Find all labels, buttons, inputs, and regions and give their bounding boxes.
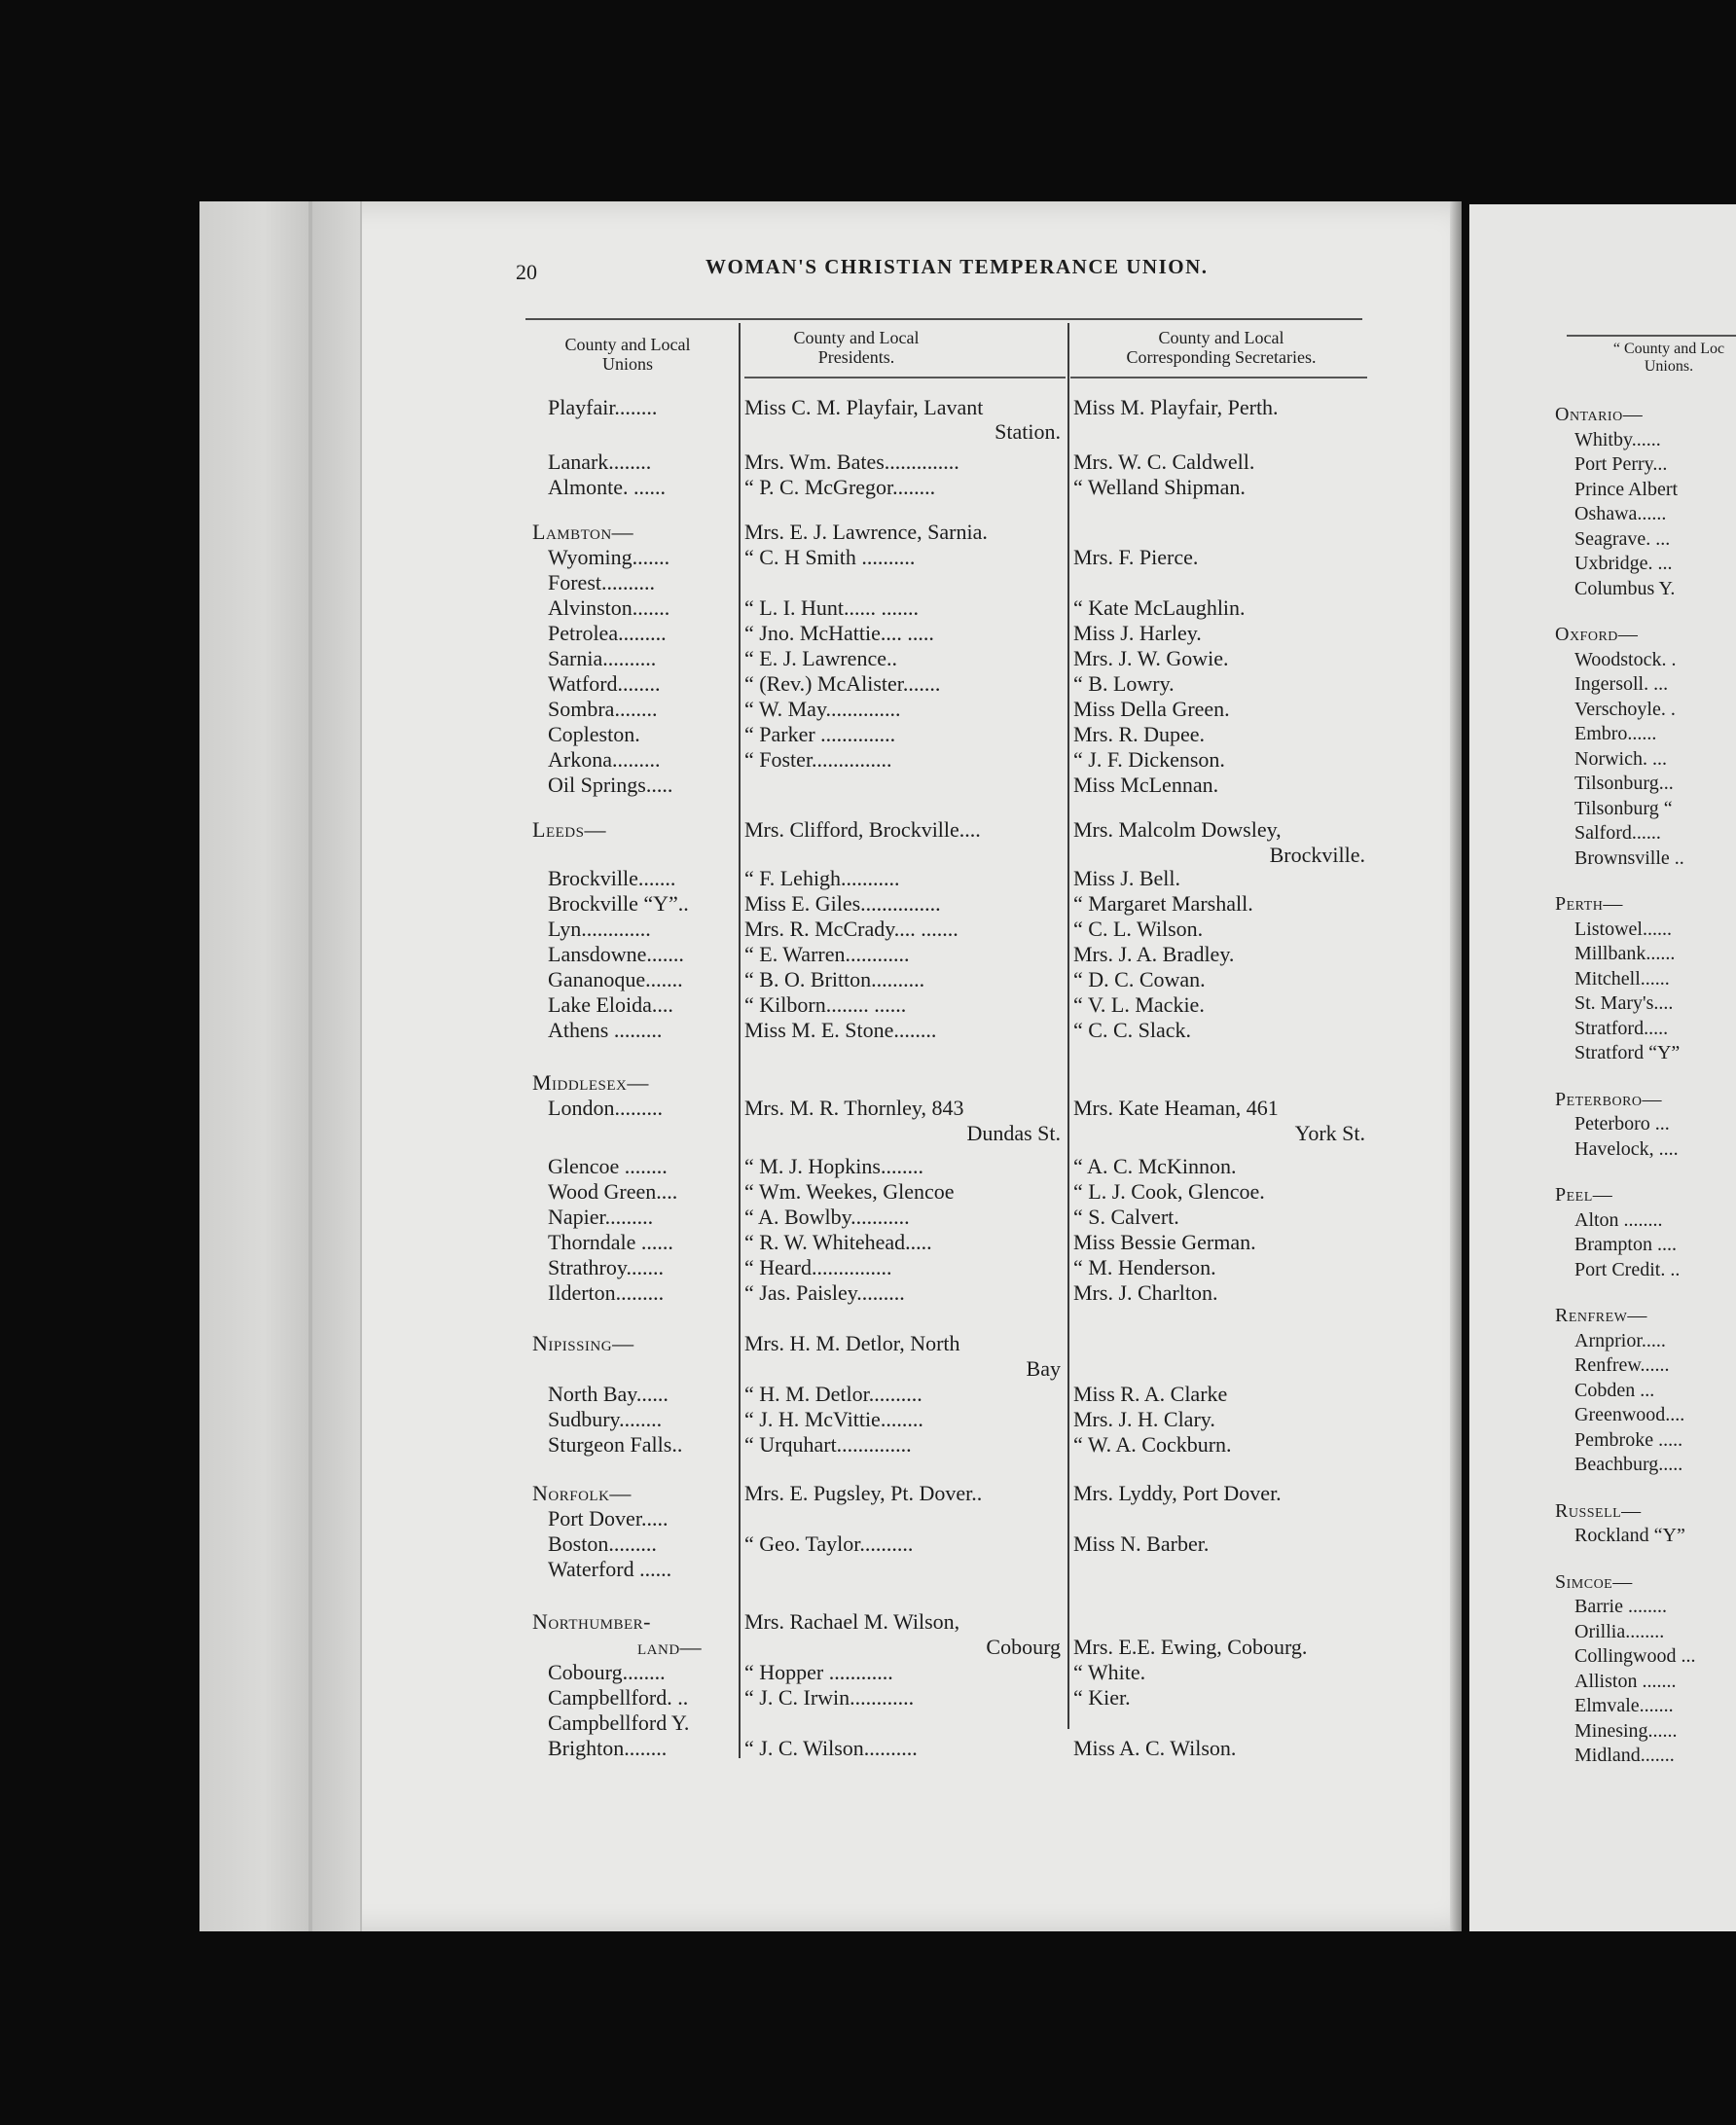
secretary-entry: “ V. L. Mackie.: [1073, 992, 1205, 1017]
local-union-name: Uxbridge. ...: [1574, 553, 1673, 574]
local-union-name: Forest..........: [548, 570, 655, 594]
book-page-left: [199, 201, 1462, 1931]
president-entry: “ F. Lehigh...........: [744, 866, 900, 890]
local-union-name: Elmvale.......: [1574, 1695, 1674, 1716]
local-union-name: Brighton........: [548, 1736, 668, 1760]
secretary-entry: “ W. A. Cockburn.: [1073, 1432, 1232, 1457]
header-underline-presidents: [744, 377, 1066, 378]
secretary-entry: Miss J. Harley.: [1073, 621, 1202, 645]
local-union-name: Collingwood ...: [1574, 1645, 1696, 1667]
county-heading: Nipissing—: [532, 1331, 634, 1355]
local-union-name: Watford........: [548, 671, 661, 696]
president-entry: Cobourg: [986, 1635, 1061, 1659]
president-entry: Miss M. E. Stone........: [744, 1018, 937, 1042]
secretary-entry: Mrs. Malcolm Dowsley,: [1073, 817, 1282, 842]
secretary-entry: Mrs. J. W. Gowie.: [1073, 646, 1229, 670]
president-entry: “ Kilborn........ ......: [744, 992, 907, 1017]
local-union-name: Lyn.............: [548, 917, 651, 941]
local-union-name: Brockville.......: [548, 866, 676, 890]
secretary-entry: Mrs. J. A. Bradley.: [1073, 942, 1235, 966]
local-union-name: Embro......: [1574, 723, 1657, 744]
president-entry: “ Urquhart..............: [744, 1432, 912, 1457]
local-union-name: Oil Springs.....: [548, 773, 673, 797]
secretary-entry: “ C. C. Slack.: [1073, 1018, 1191, 1042]
local-union-name: Salford......: [1574, 822, 1661, 844]
local-union-name: Brockville “Y”..: [548, 891, 689, 916]
local-union-name: Campbellford Y.: [548, 1711, 690, 1735]
local-union-name: Napier.........: [548, 1205, 654, 1229]
secretary-entry: “ Margaret Marshall.: [1073, 891, 1253, 916]
president-entry: Mrs. Wm. Bates..............: [744, 450, 959, 474]
local-union-name: Peterboro ...: [1574, 1113, 1670, 1135]
column-divider-1: [739, 323, 741, 1758]
local-union-name: Tilsonburg “: [1574, 797, 1673, 819]
local-union-name: Wyoming.......: [548, 545, 670, 569]
secretary-entry: Mrs. J. H. Clary.: [1073, 1407, 1215, 1431]
secretary-entry: Miss Bessie German.: [1073, 1230, 1256, 1254]
president-entry: “ Jas. Paisley.........: [744, 1280, 905, 1305]
header-rule-right: [1567, 335, 1736, 337]
president-entry: “ M. J. Hopkins........: [744, 1154, 923, 1178]
secretary-entry: “ M. Henderson.: [1073, 1255, 1216, 1279]
secretary-entry: “ Welland Shipman.: [1073, 475, 1246, 499]
president-entry: Mrs. Rachael M. Wilson,: [744, 1609, 960, 1634]
column-divider-2: [1067, 323, 1069, 1729]
local-union-name: Port Credit. ..: [1574, 1258, 1681, 1280]
local-union-name: Alvinston.......: [548, 595, 670, 620]
local-union-name: Orillia........: [1574, 1620, 1665, 1642]
local-union-name: Norwich. ...: [1574, 747, 1667, 770]
president-entry: Station.: [995, 419, 1061, 444]
county-heading: Perth—: [1555, 893, 1623, 915]
secretary-entry: York St.: [1294, 1121, 1365, 1145]
secretary-entry: “ Kate McLaughlin.: [1073, 595, 1246, 620]
local-union-name: Almonte. ......: [548, 475, 666, 499]
secretary-entry: Brockville.: [1269, 843, 1365, 867]
president-entry: “ Geo. Taylor..........: [744, 1531, 914, 1556]
local-union-name: Barrie ........: [1574, 1596, 1667, 1617]
secretary-entry: Mrs. J. Charlton.: [1073, 1280, 1218, 1305]
local-union-name: Petrolea.........: [548, 621, 667, 645]
local-union-name: Stratford “Y”: [1574, 1042, 1681, 1063]
county-heading: Oxford—: [1555, 624, 1639, 645]
header-rule: [525, 318, 1362, 320]
president-entry: “ R. W. Whitehead.....: [744, 1230, 932, 1254]
president-entry: “ E. Warren............: [744, 942, 910, 966]
book-page-right-partial: [1469, 204, 1736, 1931]
president-entry: Mrs. H. M. Detlor, North: [744, 1331, 960, 1355]
local-union-name: Tilsonburg...: [1574, 773, 1674, 794]
secretary-entry: Miss McLennan.: [1073, 773, 1219, 797]
county-heading: Simcoe—: [1555, 1570, 1633, 1593]
county-heading: Renfrew—: [1555, 1305, 1647, 1326]
local-union-name: Campbellford. ..: [548, 1685, 689, 1710]
local-union-name: Havelock, ....: [1574, 1137, 1679, 1160]
local-union-name: Minesing......: [1574, 1719, 1678, 1742]
president-entry: “ J. H. McVittie........: [744, 1407, 923, 1431]
local-union-name: Sarnia..........: [548, 646, 657, 670]
president-entry: Miss E. Giles...............: [744, 891, 941, 916]
county-heading: land—: [637, 1635, 703, 1659]
local-union-name: Sombra........: [548, 697, 658, 721]
local-union-name: Copleston.: [548, 722, 640, 746]
local-union-name: Midland.......: [1574, 1745, 1675, 1766]
secretary-entry: Miss J. Bell.: [1073, 866, 1181, 890]
president-entry: “ C. H Smith ..........: [744, 545, 916, 569]
local-union-name: Stratford.....: [1574, 1017, 1669, 1039]
local-union-name: North Bay......: [548, 1382, 669, 1406]
header-underline-secretaries: [1070, 377, 1367, 378]
local-union-name: Port Dover.....: [548, 1506, 669, 1531]
local-union-name: Lanark........: [548, 450, 652, 474]
local-union-name: Cobourg........: [548, 1660, 666, 1684]
local-union-name: Sturgeon Falls..: [548, 1432, 683, 1457]
secretary-entry: “ C. L. Wilson.: [1073, 917, 1204, 941]
local-union-name: Waterford ......: [548, 1557, 672, 1581]
secretary-entry: “ White.: [1073, 1660, 1146, 1684]
local-union-name: Port Perry...: [1574, 453, 1668, 475]
county-heading: Middlesex—: [532, 1070, 649, 1095]
president-entry: “ W. May..............: [744, 697, 901, 721]
local-union-name: Playfair........: [548, 395, 658, 419]
local-union-name: London.........: [548, 1096, 663, 1120]
secretary-entry: “ D. C. Cowan.: [1073, 967, 1206, 991]
local-union-name: Strathroy.......: [548, 1255, 664, 1279]
local-union-name: Boston.........: [548, 1531, 657, 1556]
president-entry: Mrs. E. Pugsley, Pt. Dover..: [744, 1481, 983, 1505]
local-union-name: Renfrew......: [1574, 1354, 1670, 1376]
local-union-name: Beachburg.....: [1574, 1454, 1683, 1475]
secretary-entry: “ S. Calvert.: [1073, 1205, 1179, 1229]
local-union-name: Alton ........: [1574, 1208, 1663, 1231]
local-union-name: Rockland “Y”: [1574, 1525, 1685, 1546]
local-union-name: Gananoque.......: [548, 967, 683, 991]
local-union-name: Sudbury........: [548, 1407, 663, 1431]
president-entry: “ B. O. Britton..........: [744, 967, 925, 991]
local-union-name: Brownsville ..: [1574, 846, 1684, 869]
column-header-presidents: County and Local Presidents.: [793, 328, 920, 367]
county-heading: Norfolk—: [532, 1481, 632, 1505]
local-union-name: Alliston .......: [1574, 1670, 1677, 1692]
secretary-entry: “ J. F. Dickenson.: [1073, 747, 1225, 772]
local-union-name: Lake Eloida....: [548, 992, 673, 1017]
local-union-name: Seagrave. ...: [1574, 527, 1671, 550]
president-entry: Dundas St.: [966, 1121, 1061, 1145]
president-entry: “ Jno. McHattie.... .....: [744, 621, 934, 645]
president-entry: Mrs. R. McCrady.... .......: [744, 917, 958, 941]
president-entry: “ H. M. Detlor..........: [744, 1382, 922, 1406]
president-entry: Mrs. M. R. Thornley, 843: [744, 1096, 964, 1120]
president-entry: Miss C. M. Playfair, Lavant: [744, 395, 984, 419]
president-entry: Bay: [1026, 1356, 1061, 1381]
president-entry: “ (Rev.) McAlister.......: [744, 671, 941, 696]
secretary-entry: Miss M. Playfair, Perth.: [1073, 395, 1279, 419]
local-union-name: Greenwood....: [1574, 1404, 1685, 1425]
local-union-name: Whitby......: [1574, 428, 1661, 450]
local-union-name: Brampton ....: [1574, 1234, 1677, 1255]
county-heading: Russell—: [1555, 1499, 1642, 1522]
president-entry: “ P. C. McGregor........: [744, 475, 936, 499]
president-entry: “ Foster...............: [744, 747, 892, 772]
president-entry: “ Parker ..............: [744, 722, 896, 746]
secretary-entry: “ A. C. McKinnon.: [1073, 1154, 1237, 1178]
county-heading: Ontario—: [1555, 404, 1644, 425]
president-entry: “ J. C. Irwin............: [744, 1685, 915, 1710]
local-union-name: Cobden ...: [1574, 1379, 1655, 1401]
local-union-name: Mitchell......: [1574, 967, 1670, 990]
secretary-entry: “ L. J. Cook, Glencoe.: [1073, 1179, 1265, 1204]
local-union-name: Prince Albert: [1574, 478, 1679, 500]
local-union-name: Ingersoll. ...: [1574, 673, 1669, 695]
county-heading: Leeds—: [532, 817, 606, 842]
local-union-name: Athens .........: [548, 1018, 663, 1042]
county-heading: Lambton—: [532, 520, 634, 544]
local-union-name: Listowel......: [1574, 918, 1672, 940]
local-union-name: Arnprior.....: [1574, 1329, 1666, 1351]
president-entry: “ A. Bowlby...........: [744, 1205, 910, 1229]
local-union-name: Ilderton.........: [548, 1280, 665, 1305]
secretary-entry: Miss N. Barber.: [1073, 1531, 1210, 1556]
county-heading: Peel—: [1555, 1184, 1613, 1206]
page-number: 20: [516, 260, 537, 284]
county-heading: Peterboro—: [1555, 1088, 1663, 1110]
secretary-entry: “ Kier.: [1073, 1685, 1131, 1710]
secretary-entry: Mrs. Kate Heaman, 461: [1073, 1096, 1279, 1120]
local-union-name: Oshawa......: [1574, 503, 1667, 524]
president-entry: “ E. J. Lawrence..: [744, 646, 897, 670]
secretary-entry: Mrs. R. Dupee.: [1073, 722, 1206, 746]
local-union-name: Columbus Y.: [1574, 577, 1676, 599]
secretary-entry: Miss Della Green.: [1073, 697, 1230, 721]
local-union-name: Woodstock. .: [1574, 648, 1677, 670]
president-entry: “ Heard...............: [744, 1255, 892, 1279]
local-union-name: Thorndale ......: [548, 1230, 673, 1254]
local-union-name: Arkona.........: [548, 747, 661, 772]
local-union-name: Pembroke .....: [1574, 1428, 1683, 1451]
county-heading: Northumber-: [532, 1609, 651, 1634]
local-union-name: Wood Green....: [548, 1179, 678, 1204]
local-union-name: Millbank......: [1574, 943, 1676, 964]
secretary-entry: Mrs. E.E. Ewing, Cobourg.: [1073, 1635, 1308, 1659]
local-union-name: St. Mary's....: [1574, 992, 1674, 1014]
local-union-name: Glencoe ........: [548, 1154, 668, 1178]
president-entry: “ Wm. Weekes, Glencoe: [744, 1179, 955, 1204]
president-entry: Mrs. Clifford, Brockville....: [744, 817, 981, 842]
column-header-right: “ County and Loc Unions.: [1612, 341, 1725, 375]
secretary-entry: Mrs. Lyddy, Port Dover.: [1073, 1481, 1282, 1505]
secretary-entry: Miss A. C. Wilson.: [1073, 1736, 1237, 1760]
secretary-entry: “ B. Lowry.: [1073, 671, 1175, 696]
column-header-secretaries: County and Local Corresponding Secretaries.: [1126, 328, 1317, 367]
president-entry: “ Hopper ............: [744, 1660, 893, 1684]
book-spine: [199, 201, 362, 1931]
president-entry: “ J. C. Wilson..........: [744, 1736, 918, 1760]
secretary-entry: Miss R. A. Clarke: [1073, 1382, 1228, 1406]
president-entry: “ L. I. Hunt...... .......: [744, 595, 920, 620]
president-entry: Mrs. E. J. Lawrence, Sarnia.: [744, 520, 988, 544]
secretary-entry: Mrs. W. C. Caldwell.: [1073, 450, 1255, 474]
local-union-name: Lansdowne.......: [548, 942, 684, 966]
column-header-unions: County and Local Unions: [564, 335, 691, 374]
local-union-name: Verschoyle. .: [1574, 698, 1676, 720]
secretary-entry: Mrs. F. Pierce.: [1073, 545, 1199, 569]
page-gutter: [1450, 201, 1462, 1931]
running-title: WOMAN'S CHRISTIAN TEMPERANCE UNION.: [705, 255, 1209, 278]
